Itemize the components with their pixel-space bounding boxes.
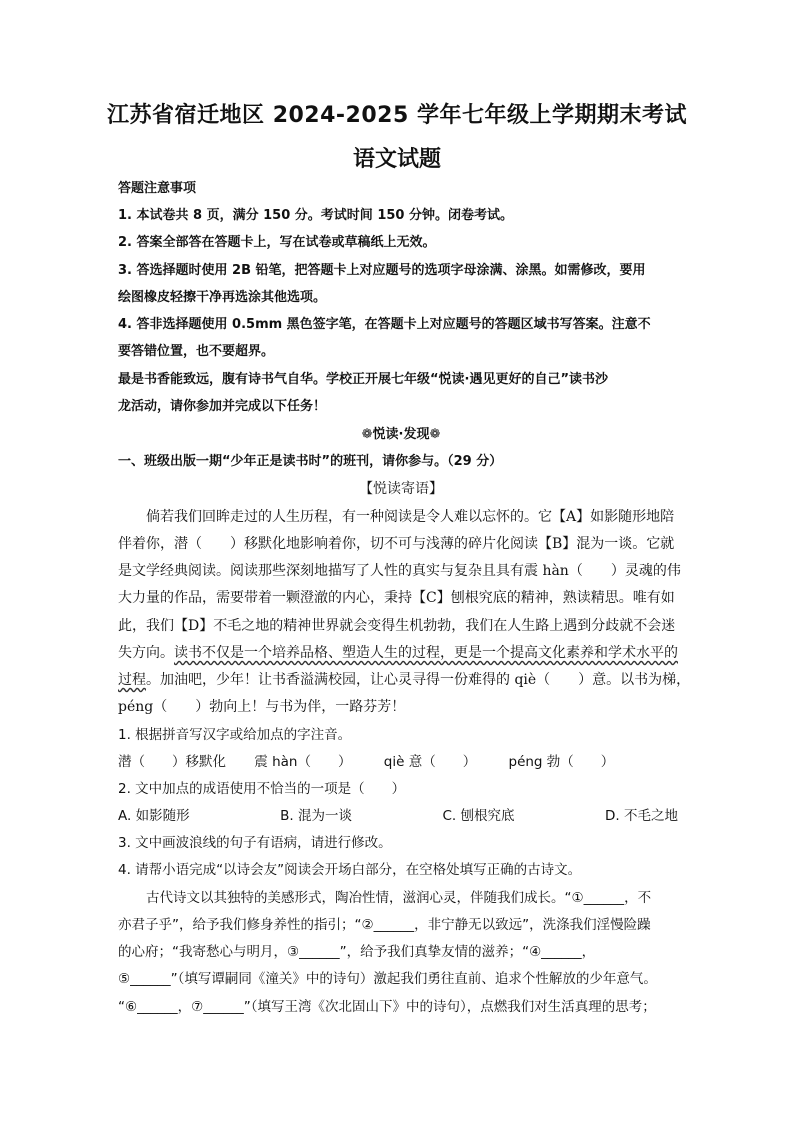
q1-prompt: 1. 根据拼音写汉字或给加点的字注音。: [118, 727, 352, 743]
notice-item: 3. 答选择题时使用 2B 铅笔，把答题卡上对应题号的选项字母涂满、涂黑。如需修改，要用: [118, 263, 646, 278]
notice-item: 1. 本试卷共 8 页，满分 150 分。考试时间 150 分钟。闭卷考试。: [118, 208, 513, 223]
wavy-underlined-sentence: 读书不仅是一个培养品格、塑造人生的过程，更是一个提高文化素养和学术水平的: [174, 645, 678, 661]
passage-text: 失方向。: [118, 645, 174, 661]
notice-item: 2. 答案全部答在答题卡上，写在试卷或草稿纸上无效。: [118, 235, 436, 250]
passage-line: 是文学经典阅读。阅读那些深刻地描写了人性的真实与复杂且具有震 hàn（ ）灵魂的伟: [118, 563, 681, 579]
exam-title: 江苏省宿迁地区 2024-2025 学年七年级上学期期末考试: [107, 103, 687, 128]
intro-line: 最是书香能致远，腹有诗书气自华。学校正开展七年级“悦读·遇见更好的自己”读书沙: [118, 372, 609, 387]
passage-line: 此，我们【D】不毛之地的精神世界就会变得生机勃勃，我们在人生路上遇到分歧就不会迷: [118, 618, 676, 634]
q4-text-line: 的心府；“我寄愁心与明月，③______”，给予我们真挚友情的滋养；“④______，: [118, 944, 596, 960]
notice-item: 要答错位置，也不要超界。: [118, 344, 275, 359]
q4-text-line: ⑤______”（填写谭嗣同《潼关》中的诗句）激起我们勇往直前、追求个性解放的少年意气。: [118, 971, 657, 987]
section-title: ❁悦读·发现❁: [361, 427, 441, 442]
question-one-heading: 一、班级出版一期“少年正是读书时”的班刊，请你参与。（29 分）: [118, 454, 503, 469]
passage-line: [118, 671, 691, 689]
q1-item: péng 勃（ ）: [508, 754, 615, 770]
wavy-underlined-end: 过程: [118, 672, 146, 688]
q2-prompt: 2. 文中加点的成语使用不恰当的一项是（ ）: [118, 781, 406, 797]
q3-prompt: 3. 文中画波浪线的句子有语病，请进行修改。: [118, 835, 392, 851]
notice-item: 4. 答非选择题使用 0.5mm 黑色签字笔，在答题卡上对应题号的答题区域书写答案。注意不: [118, 317, 651, 332]
exam-subtitle: 语文试题: [352, 147, 441, 172]
notice-item: 绘图橡皮轻擦干净再选涂其他选项。: [118, 290, 327, 305]
q4-text-line: 古代诗文以其独特的美感形式，陶冶性情，滋润心灵，伴随我们成长。“①______，不: [146, 890, 652, 906]
passage-line: 倘若我们回眸走过的人生历程，有一种阅读是令人难以忘怀的。它【A】如影随形地陪: [146, 509, 675, 525]
passage-title: 【悦读寄语】: [359, 481, 443, 497]
q2-options: [118, 807, 678, 825]
intro-line: 龙活动，请你参加并完成以下任务！: [118, 399, 327, 414]
q4-prompt: 4. 请帮小语完成“以诗会友”阅读会开场白部分，在空格处填写正确的古诗文。: [118, 862, 582, 878]
notice-heading: 答题注意事项: [118, 181, 197, 196]
q1-item: qiè 意（ ）: [383, 754, 477, 770]
q1-item: 潜（ ）移默化: [118, 754, 226, 770]
passage-line: 大力量的作品，需要带着一颗澄澈的内心，秉持【C】刨根究底的精神，熟读精思。唯有如: [118, 590, 675, 606]
q2-option-b: B. 混为一谈: [280, 808, 352, 824]
q4-text-line: “⑥______，⑦______”（填写王湾《次北固山下》中的诗句），点燃我们对生活真理的思考；: [118, 999, 656, 1015]
passage-text: 。加油吧，少年！让书香溢满校园，让心灵寻得一份难得的 qiè（ ）意。以书为梯，: [146, 672, 691, 688]
passage-line-with-wavy: [118, 644, 684, 662]
q1-item: 震 hàn（ ）: [254, 754, 352, 770]
q4-text-line: 亦君子乎”，给予我们修身养性的指引；“②______，非宁静无以致远”，洗涤我们淫慢险躁: [118, 917, 651, 933]
passage-line: 伴着你，潜（ ）移默化地影响着你，切不可与浅薄的碎片化阅读【B】混为一谈。它就: [118, 536, 675, 552]
q2-option-a: A. 如影随形: [118, 808, 190, 824]
q2-option-d: D. 不毛之地: [605, 808, 678, 824]
q2-option-c: C. 刨根究底: [442, 808, 515, 824]
q1-items: [118, 753, 684, 771]
passage-line: péng（ ）勃向上！与书为伴，一路芬芳！: [118, 699, 406, 715]
